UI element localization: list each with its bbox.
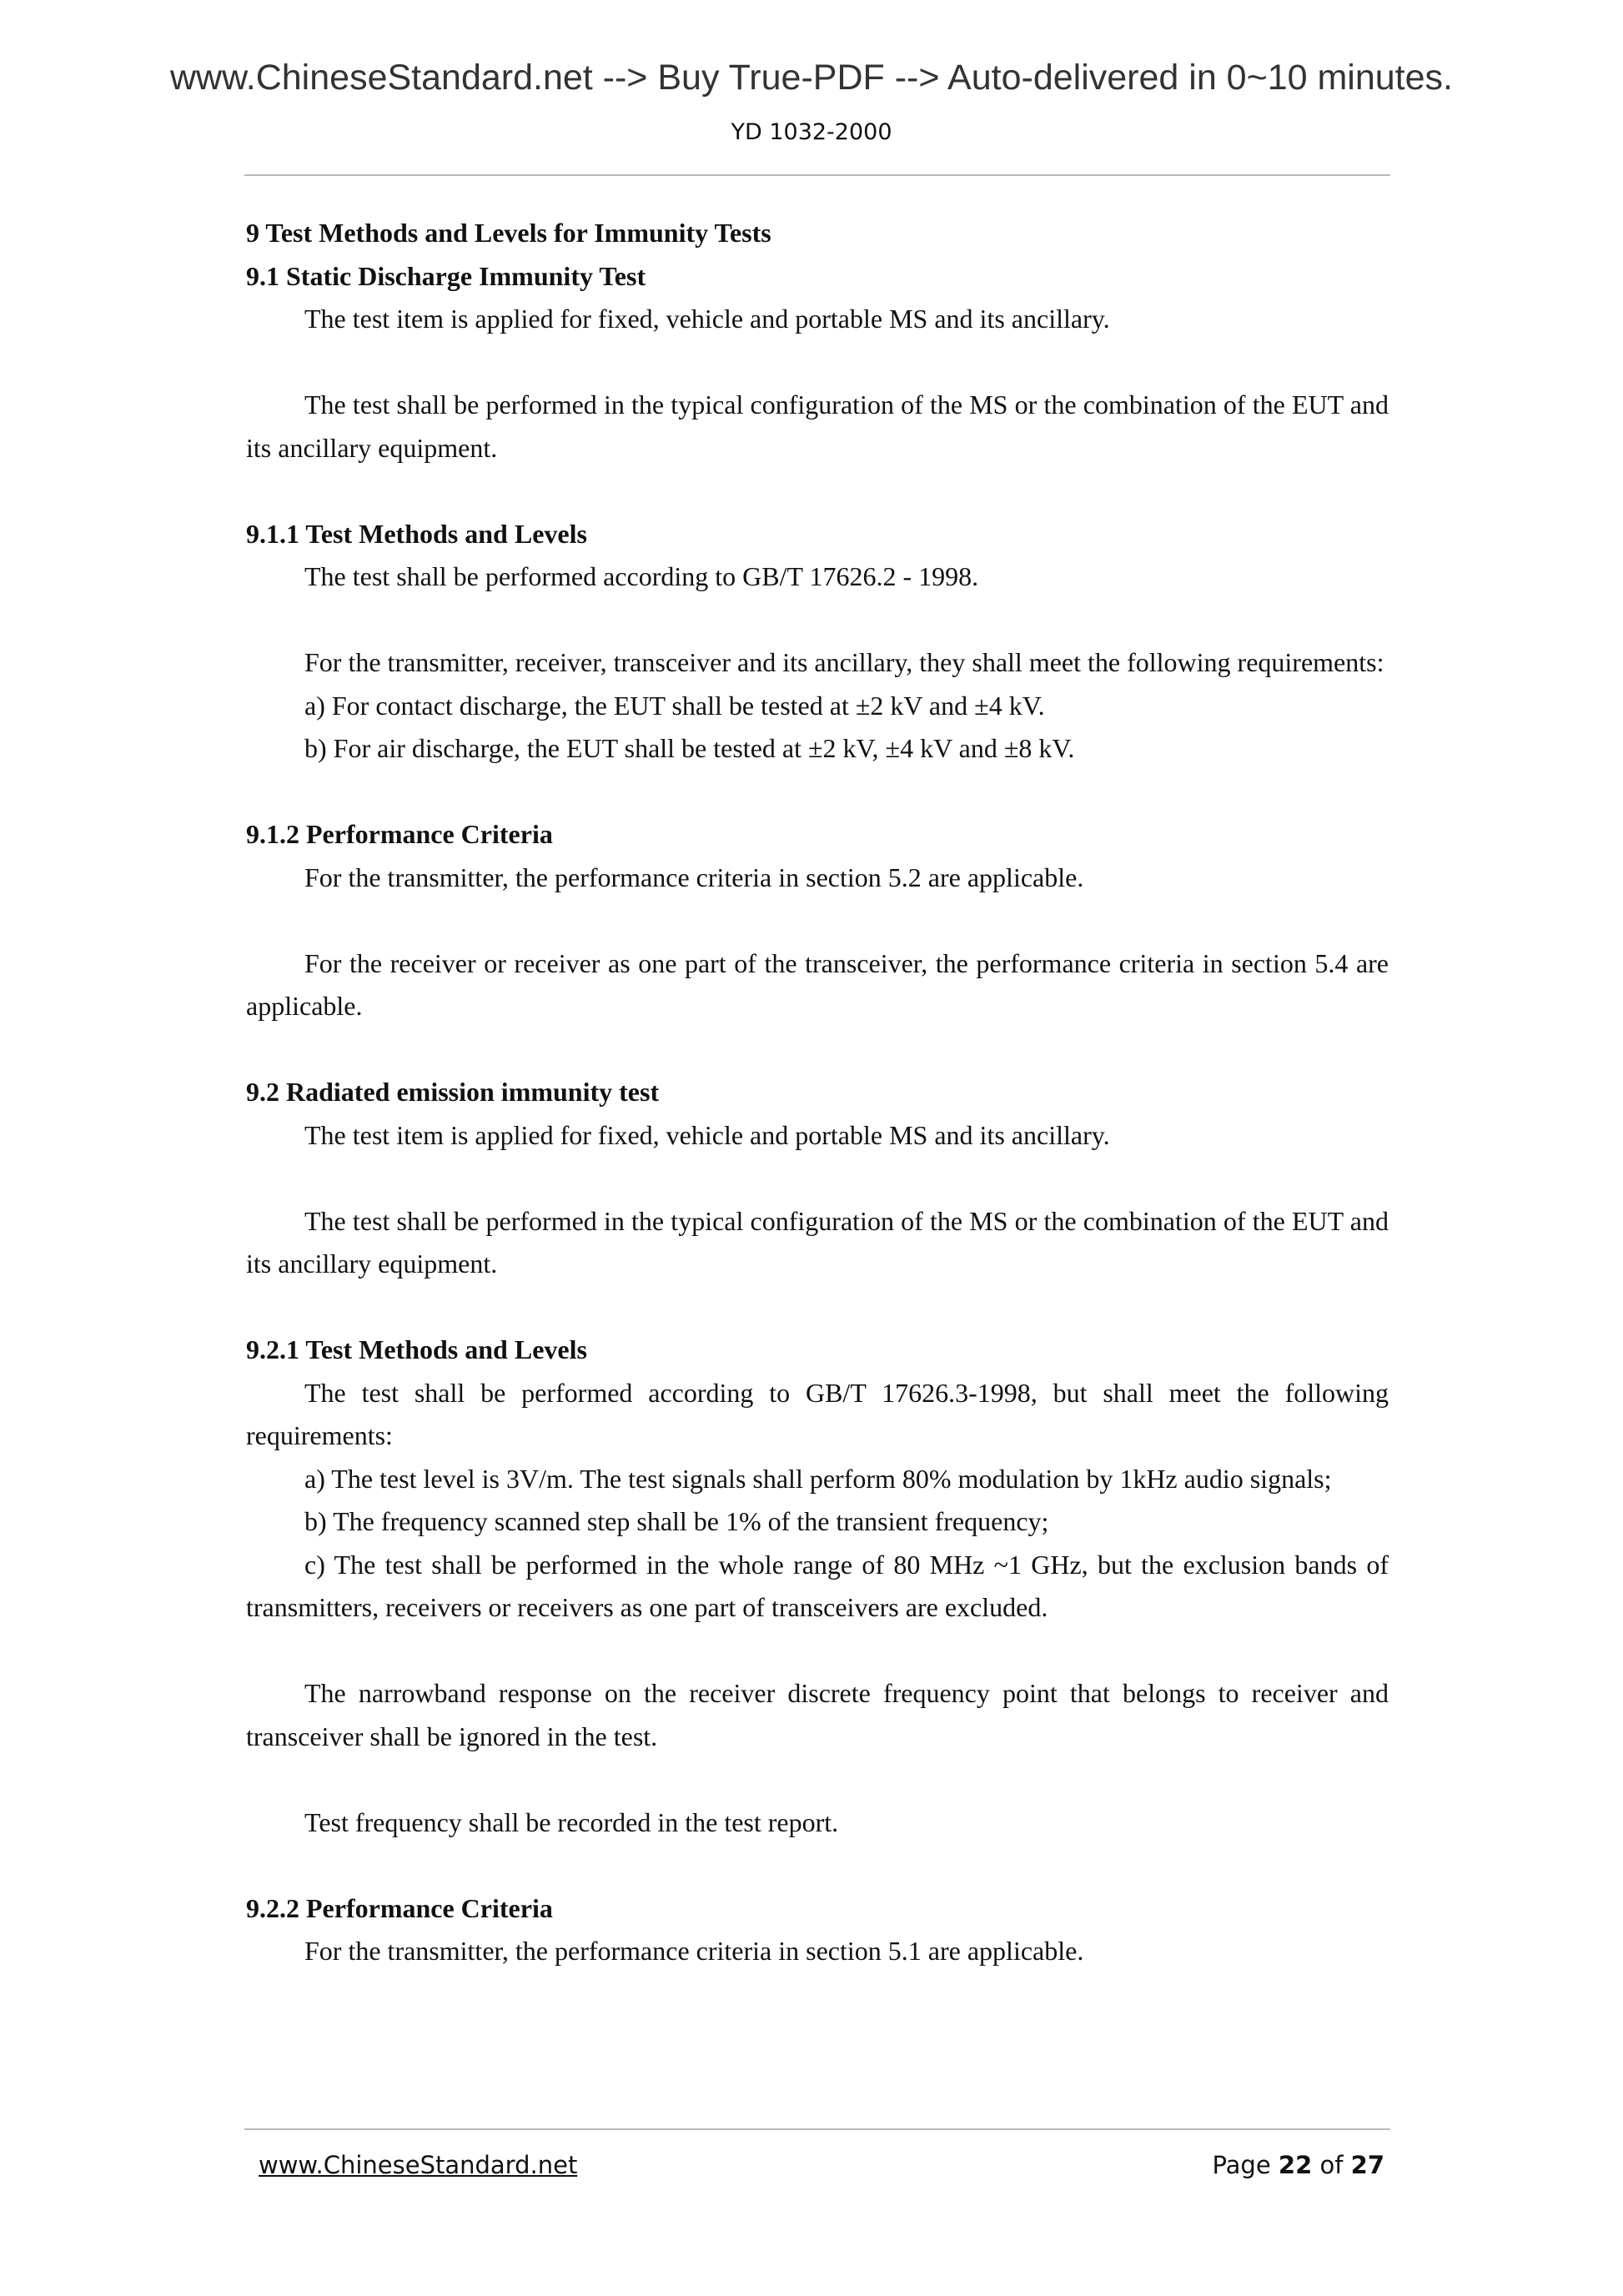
paragraph: For the receiver or receiver as one part of the transceiver, the performance criteria in section 5.4 are applicable. <box>246 947 1389 1021</box>
paragraph: The narrowband response on the receiver discrete frequency point that belongs to receiver and transceiver shall be ignored in the test. <box>246 1678 1389 1751</box>
footer-divider <box>244 2128 1390 2130</box>
paragraph: For the transmitter, the performance criteria in section 5.1 are applicable. <box>304 1936 1084 1966</box>
footer-website-link[interactable]: www.ChineseStandard.net <box>259 2151 578 2179</box>
heading-9-1-1: 9.1.1 Test Methods and Levels <box>246 518 587 549</box>
page-number <box>1212 2153 1384 2178</box>
page-current: 22 <box>1278 2151 1313 2179</box>
heading-9-2: 9.2 Radiated emission immunity test <box>246 1077 660 1107</box>
paragraph: For the transmitter, receiver, transceiver and its ancillary, they shall meet the following requirements: <box>304 647 1384 677</box>
paragraph: The test item is applied for fixed, vehicle and portable MS and its ancillary. <box>304 304 1110 334</box>
paragraph: The test shall be performed in the typical configuration of the MS or the combination of the EUT and its ancillary equipment. <box>246 389 1389 463</box>
page-of: of <box>1319 2151 1344 2179</box>
document-id: YD 1032-2000 <box>731 119 892 145</box>
paragraph: Test frequency shall be recorded in the test report. <box>304 1806 839 1837</box>
header-divider <box>244 174 1390 176</box>
paragraph: The test shall be performed in the typical configuration of the MS or the combination of the EUT and its ancillary equipment. <box>246 1205 1389 1279</box>
paragraph: The test item is applied for fixed, vehicle and portable MS and its ancillary. <box>304 1119 1110 1150</box>
heading-9-2-2: 9.2.2 Performance Criteria <box>246 1892 553 1923</box>
heading-9-1-2: 9.1.2 Performance Criteria <box>246 819 553 849</box>
list-item: b) For air discharge, the EUT shall be tested at ±2 kV, ±4 kV and ±8 kV. <box>304 733 1075 763</box>
heading-9-1: 9.1 Static Discharge Immunity Test <box>246 260 646 291</box>
list-item: a) For contact discharge, the EUT shall be tested at ±2 kV and ±4 kV. <box>304 690 1045 721</box>
list-item: b) The frequency scanned step shall be 1% of the transient frequency; <box>304 1506 1049 1536</box>
list-item: a) The test level is 3V/m. The test signals shall perform 80% modulation by 1kHz audio signals; <box>304 1463 1332 1494</box>
document-body <box>246 212 1389 1973</box>
header-banner: www.ChineseStandard.net --> Buy True-PDF --> Auto-delivered in 0~10 minutes. <box>169 58 1453 98</box>
page-total: 27 <box>1350 2151 1384 2179</box>
list-item: c) The test shall be performed in the whole range of 80 MHz ~1 GHz, but the exclusion bands of transmitters, receivers or receivers as one part of transceivers are excluded. <box>246 1549 1389 1622</box>
paragraph: The test shall be performed according to GB/T 17626.3-1998, but shall meet the following requirements: <box>246 1377 1389 1450</box>
paragraph: The test shall be performed according to GB/T 17626.2 - 1998. <box>304 561 979 591</box>
page-label: Page <box>1212 2151 1271 2179</box>
heading-9-2-1: 9.2.1 Test Methods and Levels <box>246 1334 587 1364</box>
heading-9: 9 Test Methods and Levels for Immunity Tests <box>246 218 771 248</box>
paragraph: For the transmitter, the performance criteria in section 5.2 are applicable. <box>304 862 1084 892</box>
